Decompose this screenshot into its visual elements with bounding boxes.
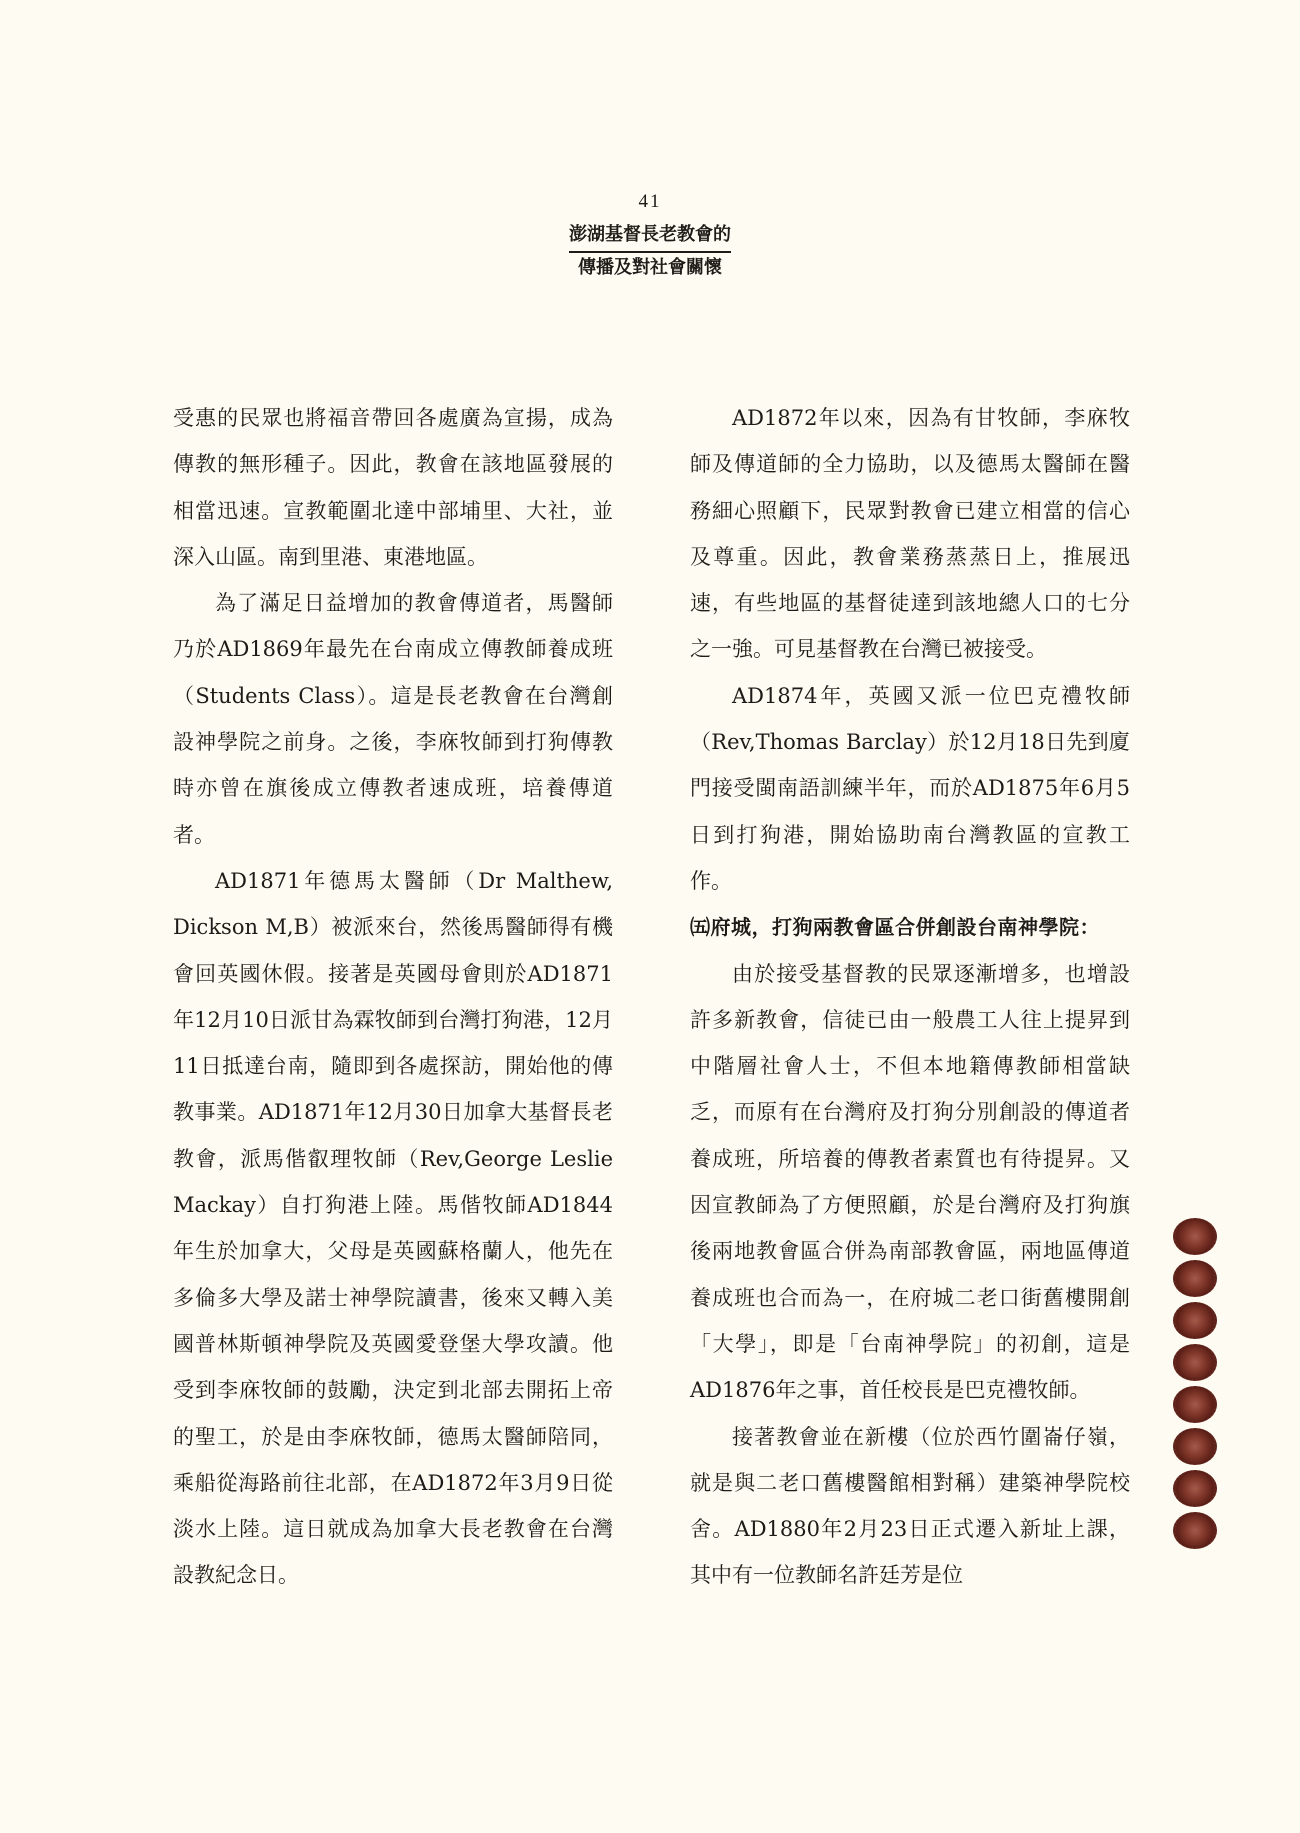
seal-stamp-icon <box>1173 1386 1217 1423</box>
paragraph: 接著教會並在新樓（位於西竹圍崙仔嶺，就是與二老口舊樓醫館相對稱）建築神學院校舍。AD1880年2月23日正式遷入新址上課，其中有一位教師名許廷芳是位 <box>690 1424 1130 1588</box>
right-column <box>690 395 1130 1599</box>
page-number: 41 <box>638 191 662 212</box>
paragraph: 為了滿足日益增加的教會傳道者，馬醫師乃於AD1869年最先在台南成立傳教師養成班（Students Class）。這是長老教會在台灣創設神學院之前身。之後，李庥牧師到打狗傳教時亦曾在旗後成立傳教者速成班，培養傳道者。 <box>173 591 613 847</box>
running-title-line2: 傳播及對社會關懷 <box>578 257 722 278</box>
paragraph: AD1872年以來，因為有甘牧師，李庥牧師及傳道師的全力協助，以及德馬太醫師在醫務細心照顧下，民眾對教會已建立相當的信心及尊重。因此，教會業務蒸蒸日上，推展迅速，有些地區的基督徒達到該地總人口的七分之一強。可見基督教在台灣已被接受。 <box>690 406 1130 662</box>
section-heading: ㈤府城，打狗兩教會區合併創設台南神學院： <box>690 915 1100 940</box>
left-column <box>173 395 613 1599</box>
paragraph: 由於接受基督教的民眾逐漸增多，也增設許多新教會，信徒已由一般農工人往上提昇到中階層社會人士，不但本地籍傳教師相當缺乏，而原有在台灣府及打狗分別創設的傳道者養成班，所培養的傳教者素質也有待提昇。又因宣教師為了方便照顧，於是台灣府及打狗旗後兩地教會區合併為南部教會區，兩地區傳道養成班也合而為一，在府城二老口街舊樓開創「大學」，即是「台南神學院」的初創，這是AD1876年之事，首任校長是巴克禮牧師。 <box>690 961 1130 1403</box>
paragraph: AD1874年，英國又派一位巴克禮牧師（Rev,Thomas Barclay）於12月18日先到廈門接受閩南語訓練半年，而於AD1875年6月5日到打狗港，開始協助南台灣教區的宣教工作。 <box>690 683 1130 893</box>
paragraph: 受惠的民眾也將福音帶回各處廣為宣揚，成為傳教的無形種子。因此，教會在該地區發展的相當迅速。宣教範圍北達中部埔里、大社，並深入山區。南到里港、東港地區。 <box>173 406 613 569</box>
seal-stamp-icon <box>1173 1218 1217 1255</box>
running-title-line1: 澎湖基督長老教會的 <box>569 220 731 253</box>
seal-stamp-icon <box>1173 1428 1217 1465</box>
seal-stamp-icon <box>1173 1512 1217 1549</box>
seal-stamp-icon <box>1173 1344 1217 1381</box>
seal-stamp-icon <box>1173 1470 1217 1507</box>
seal-stamp-icon <box>1173 1260 1217 1297</box>
page-header <box>0 190 1300 283</box>
seal-stamp-icon <box>1173 1302 1217 1339</box>
running-title <box>0 220 1300 283</box>
paragraph: AD1871年德馬太醫師（Dr Malthew, Dickson M,B）被派來台，然後馬醫師得有機會回英國休假。接著是英國母會則於AD1871年12月10日派甘為霖牧師到台灣打狗港，12月11日抵達台南，隨即到各處探訪，開始他的傳教事業。AD1871年12月30日加拿大基督長老教會，派馬偕叡理牧師（Rev,George Leslie Mackay）自打狗港上陸。馬偕牧師AD1844年生於加拿大，父母是英國蘇格蘭人，他先在多倫多大學及諾士神學院讀書，後來又轉入美國普林斯頓神學院及英國愛登堡大學攻讀。他受到李庥牧師的鼓勵，決定到北部去開拓上帝的聖工，於是由李庥牧師，德馬太醫師陪同，乘船從海路前往北部，在AD1872年3月9日從淡水上陸。這日就成為加拿大長老教會在台灣設教紀念日。 <box>173 868 613 1588</box>
seal-stamps <box>1165 1218 1225 1554</box>
